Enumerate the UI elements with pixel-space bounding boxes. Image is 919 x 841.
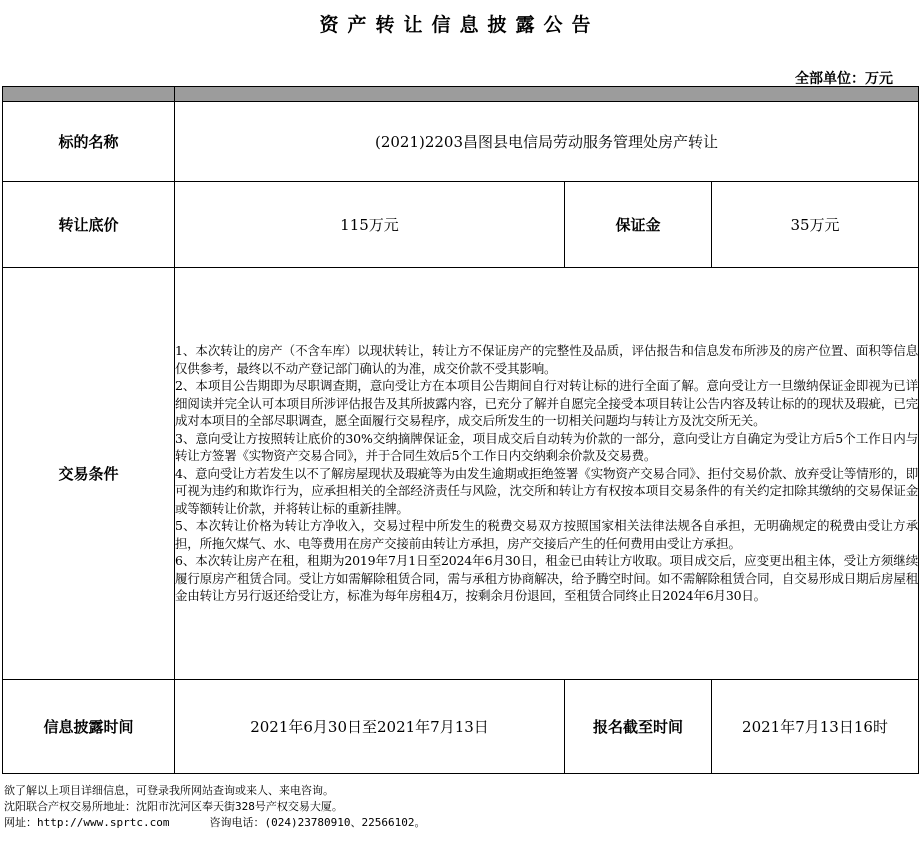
terms-item: 1、本次转让的房产（不含车库）以现状转让，转让方不保证房产的完整性及品质，评估报告和信息发布所涉及的房产位置、面积等信息仅供参考，最终以不动产登记部门确认的为准，成交价款不受其影响。 (175, 343, 919, 376)
terms-item: 6、本次转让房产在租，租期为2019年7月1日至2024年6月30日，租金已由转让方收取。项目成交后，应变更出租主体，受让方须继续履行原房产租赁合同。受让方如需解除租赁合同，需与承租方协商解决，给予腾空时间。如不需解除租赁合同，自交易形成日期后房屋租金由转让方另行返还给受让方，标准为每年房租4万，按剩余月份退回，至租赁合同终止日2024年6月30日。 (175, 553, 919, 604)
terms-item: 2、本项目公告期即为尽职调查期，意向受让方在本项目公告期间自行对转让标的进行全面了解。意向受让方一旦缴纳保证金即视为已详细阅读并完全认可本项目所涉评估报告及其所披露内容，已充分了解并自愿完全接受本项目转让公告内容及转让标的的现状及瑕疵，已完成对本项目的全部尽职调查，愿全面履行交易程序，成交后所发生的一切相关问题均与转让方及沈交所无关。 (175, 378, 919, 429)
deposit-value: 35万元 (712, 182, 919, 268)
header-cell (175, 87, 919, 102)
footer-line: 欲了解以上项目详细信息，可登录我所网站查询或来人、来电咨询。 (4, 784, 334, 797)
terms-item: 4、意向受让方若发生以不了解房屋现状及瑕疵等为由发生逾期或拒绝签署《实物资产交易合同》、拒付交易价款、放弃受让等情形的，即可视为违约和欺诈行为，应承担相关的全部经济责任与风险，沈交所和转让方有权按本项目交易条件的有关约定扣除其缴纳的交易保证金或等额转让价款，并将转让标的重新挂牌。 (175, 465, 919, 516)
unit-note: 全部单位：万元 (795, 71, 893, 87)
deadline-label: 报名截至时间 (565, 680, 712, 774)
phone-text: 咨询电话：(024)23780910、22566102。 (209, 816, 426, 829)
table-row (3, 268, 919, 680)
subject-name-label: 标的名称 (3, 102, 175, 182)
terms-text (175, 268, 919, 680)
table-row (3, 102, 919, 182)
website-link[interactable]: 网址：http://www.sprtc.com (4, 816, 170, 829)
terms-item: 5、本次转让价格为转让方净收入，交易过程中所发生的税费交易双方按照国家相关法律法规各自承担，无明确规定的税费由受让方承担，所拖欠煤气、水、电等费用在房产交接前由转让方承担，房产交接后产生的任何费用由受让方承担。 (175, 518, 919, 551)
footer-contact (4, 815, 426, 831)
deposit-label: 保证金 (565, 182, 712, 268)
footer-address: 沈阳联合产权交易所地址：沈阳市沈河区奉天街328号产权交易大厦。 (4, 800, 343, 813)
footer (4, 783, 426, 831)
table-row (3, 680, 919, 774)
reserve-price-value: 115万元 (175, 182, 565, 268)
header-row (3, 87, 919, 102)
disclosure-time-label: 信息披露时间 (3, 680, 175, 774)
header-cell (3, 87, 175, 102)
page-title: 资产转让信息披露公告 (319, 14, 600, 36)
terms-item: 3、意向受让方按照转让底价的30%交纳摘牌保证金，项目成交后自动转为价款的一部分，意向受让方自确定为受让方后5个工作日内与转让方签署《实物资产交易合同》，并于合同生效后5个工作日内交纳剩余价款及交易费。 (175, 430, 919, 464)
subject-name-value: (2021)2203昌图县电信局劳动服务管理处房产转让 (175, 102, 919, 182)
disclosure-table (2, 86, 919, 774)
deadline-value: 2021年7月13日16时 (712, 680, 919, 774)
reserve-price-label: 转让底价 (3, 182, 175, 268)
terms-label: 交易条件 (3, 268, 175, 680)
table-row (3, 182, 919, 268)
disclosure-time-value: 2021年6月30日至2021年7月13日 (175, 680, 565, 774)
